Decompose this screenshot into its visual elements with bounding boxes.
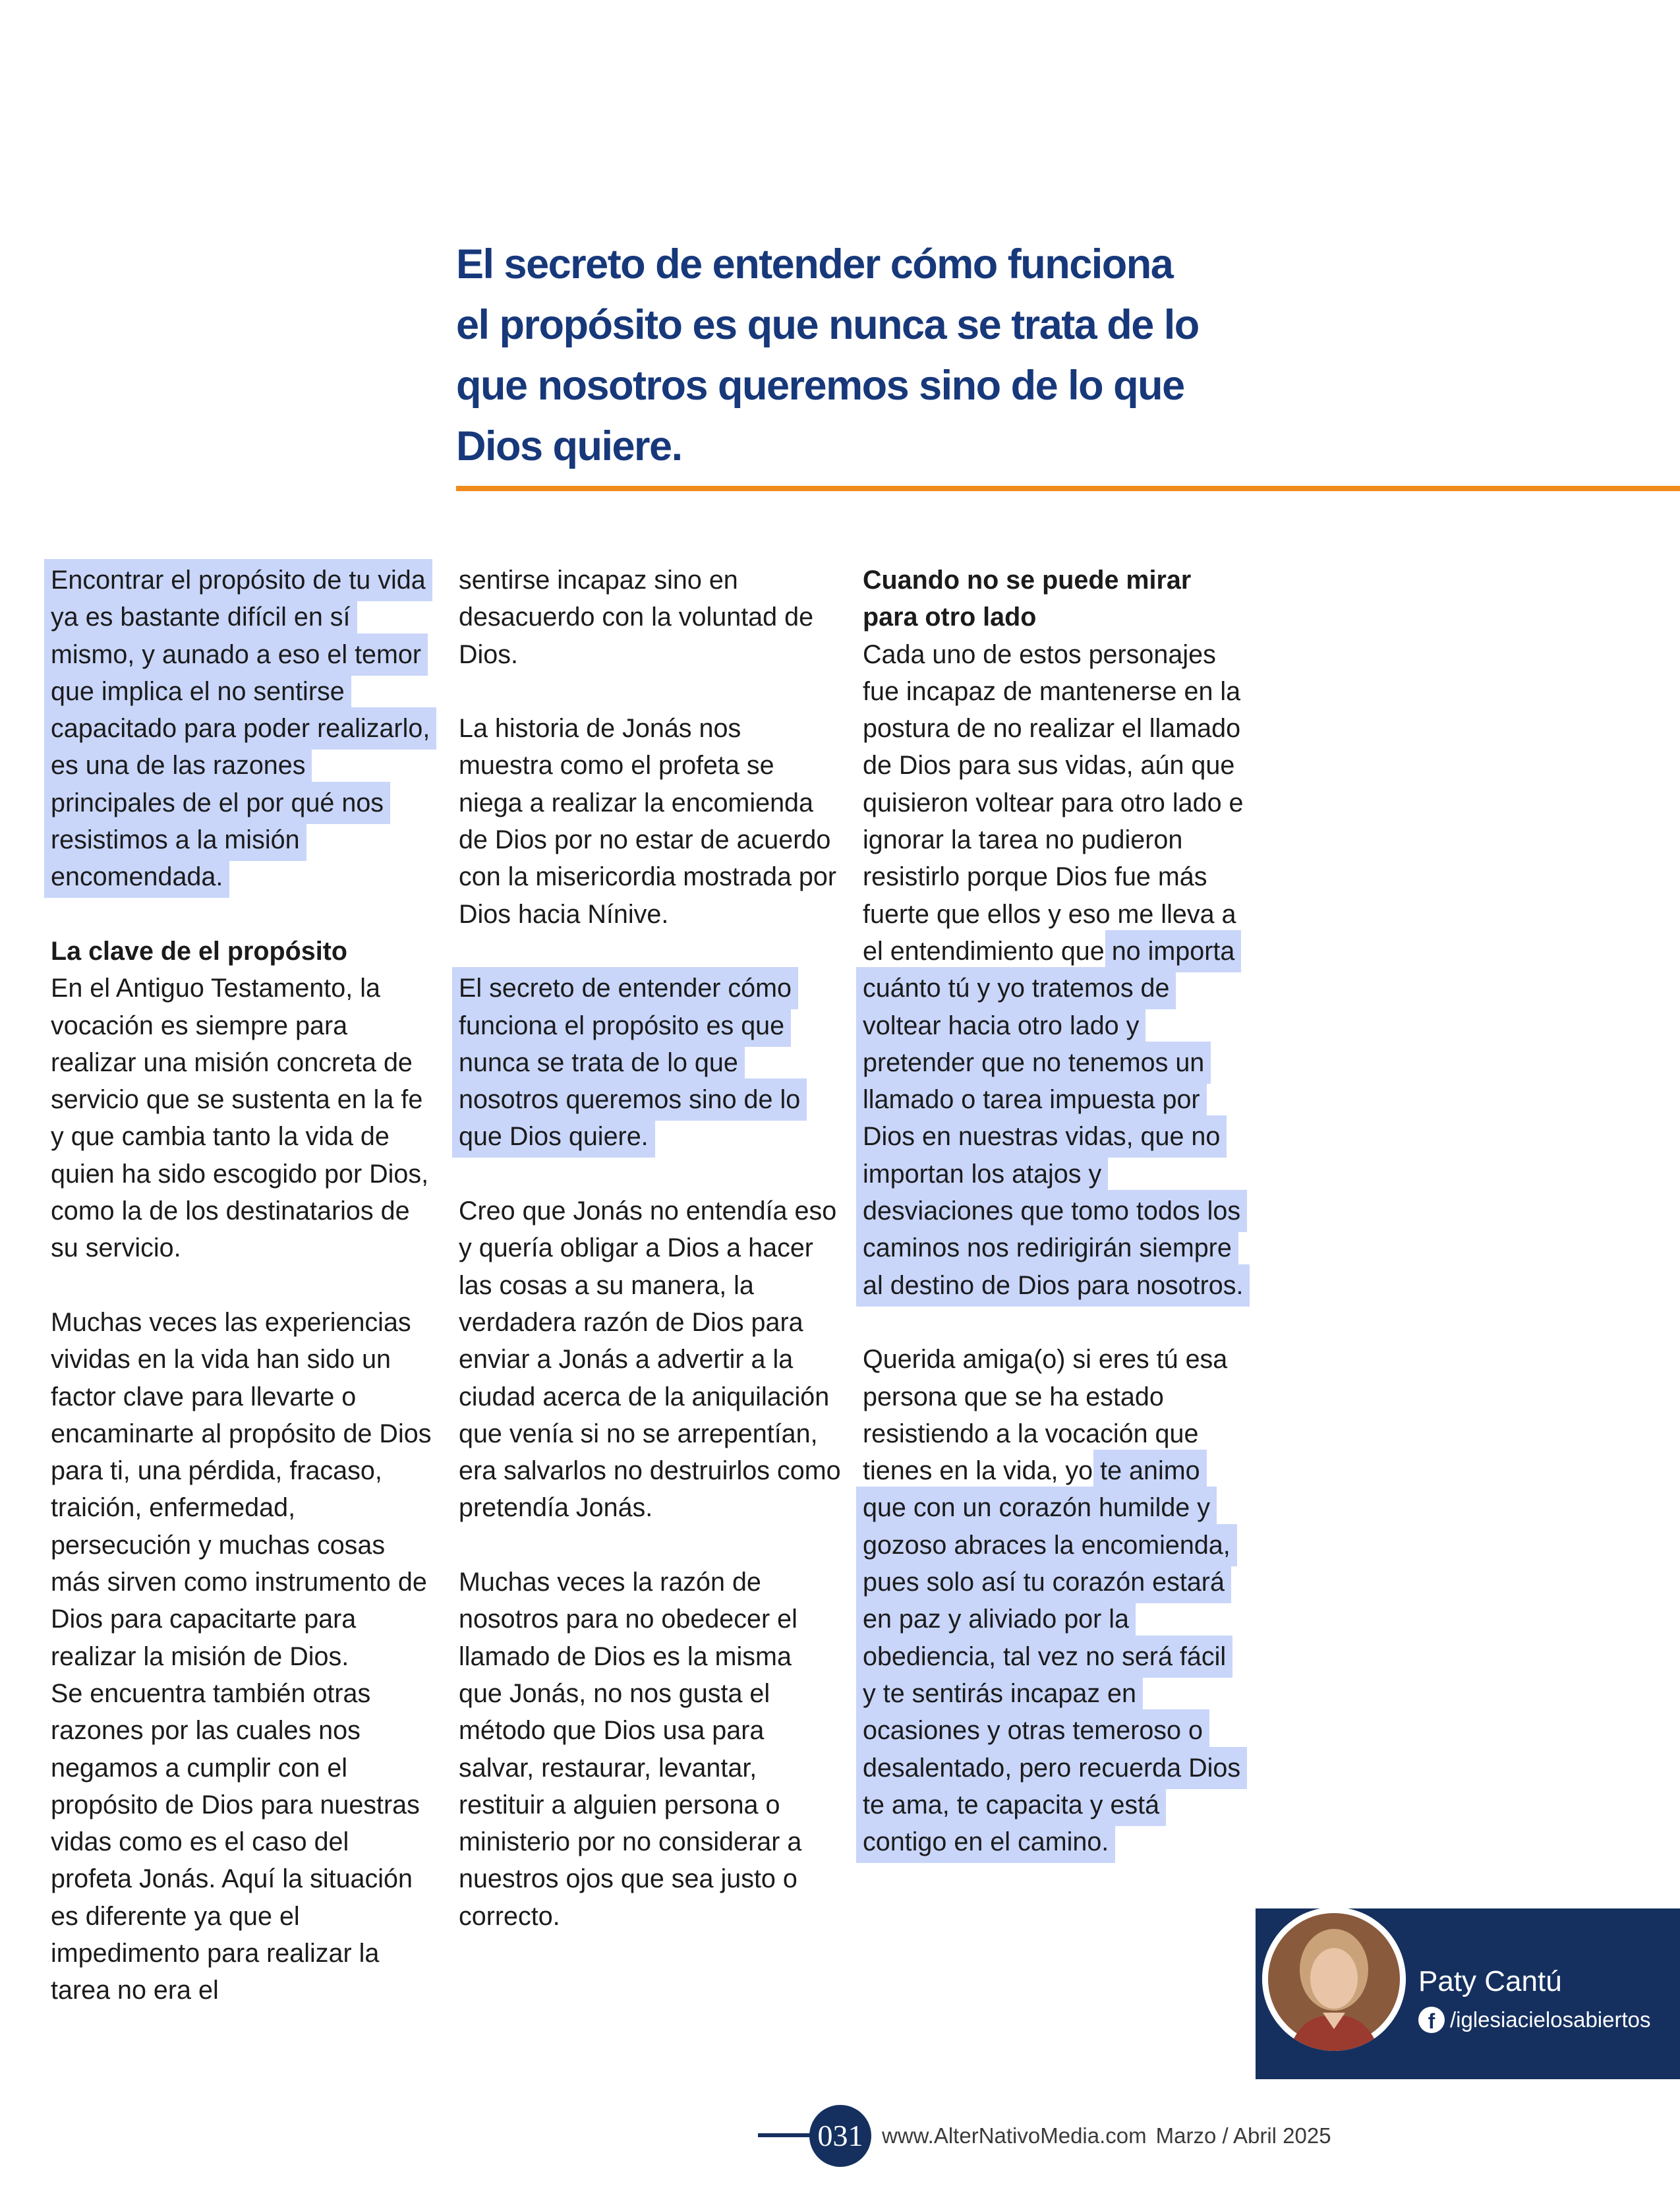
paragraph: En el Antiguo Testamento, la vocación es siempre para realizar una misión concreta de servicio que se sustenta en la fe y que cambia tanto la vida de quien ha sido escogido por Dios, como la de los destinatarios de su servicio. xyxy=(51,974,429,1263)
article-column-2 xyxy=(459,562,841,1972)
social-handle: /iglesiacielosabiertos xyxy=(1450,2007,1651,2032)
footer-website[interactable]: www.AlterNativoMedia.com xyxy=(882,2123,1147,2148)
author-photo xyxy=(1262,1907,1406,2051)
footer-issue: Marzo / Abril 2025 xyxy=(1155,2123,1331,2148)
article-column-1 xyxy=(51,562,433,2046)
highlighted-text: no importa cuánto tú y yo tratemos de voltear hacia otro lado y pretender que no tenemos un llamado o tarea impuesta por Dios en nuestras vidas, que no importan los atajos y desviaciones que tomo todos los caminos nos redirigirán siempre al destino de Dios para nosotros. xyxy=(863,936,1244,1300)
footer-info xyxy=(882,2121,1331,2150)
author-name: Paty Cantú xyxy=(1418,1965,1562,1997)
paragraph: Se encuentra también otras razones por las cuales nos negamos a cumplir con el propósito de Dios para nuestras vidas como es el caso del profeta Jonás. Aquí la situación es diferente ya que el impedimento para realizar la tarea no era el xyxy=(51,1678,420,2005)
paragraph: Muchas veces las experiencias vividas en la vida han sido un factor clave para llevarte o encaminarte al propósito de Dios para ti, una pérdida, fracaso, traición, enfermedad, persecución y muchas cosas más sirven como instrumento de Dios para capacitarte para realizar la misión de Dios. xyxy=(51,1307,432,1671)
facebook-icon: f xyxy=(1418,2007,1445,2033)
footer-line xyxy=(758,2133,811,2137)
pull-quote: El secreto de entender cómo funciona el propósito es que nunca se trata de lo que nosotros queremos sino de lo que Dios quiere. xyxy=(456,241,1199,469)
section-heading: La clave de el propósito xyxy=(51,936,347,966)
highlighted-paragraph: Encontrar el propósito de tu vida ya es bastante difícil en sí mismo, y aunado a eso el temor que implica el no sentirse capacitado para poder realizarlo, es una de las razones principales de el por qué nos resistimos a la misión encomendada. xyxy=(51,566,430,892)
paragraph: La historia de Jonás nos muestra como el profeta se niega a realizar la encomienda de Dios por no estar de acuerdo con la misericordia mostrada por Dios hacia Nínive. xyxy=(459,714,836,929)
page-number: 031 xyxy=(809,2105,871,2167)
article-column-3 xyxy=(863,562,1245,1898)
paragraph-text: Cada uno de estos personajes fue incapaz de mantenerse en la postura de no realizar el llamado de Dios para sus vidas, aún que quisieron voltear para otro lado e ignorar la tarea no pudieron resistirlo porque Dios fue más fuerte que ellos y eso me lleva a el entendimiento que xyxy=(863,639,1244,966)
paragraph: Muchas veces la razón de nosotros para no obedecer el llamado de Dios es la misma que Jonás, no nos gusta el método que Dios usa para salvar, restaurar, levantar, restituir a alguien persona o ministerio por no considerar a nuestros ojos que sea justo o correcto. xyxy=(459,1568,802,1931)
paragraph: Creo que Jonás no entendía eso y quería obligar a Dios a hacer las cosas a su manera, la verdadera razón de Dios para enviar a Jonás a advertir a la ciudad acerca de la aniquilación que venía si no se arrepentían, era salvarlos no destruirlos como pretendía Jonás. xyxy=(459,1196,841,1523)
paragraph: sentirse incapaz sino en desacuerdo con la voluntad de Dios. xyxy=(459,566,814,669)
highlighted-text: te animo que con un corazón humilde y gozoso abraces la encomienda, pues solo así tu corazón estará en paz y aliviado por la obediencia, tal vez no será fácil y te sentirás incapaz en ocasiones y otras temeroso o desalentado, pero recuerda Dios te ama, te capacita y está contigo en el camino. xyxy=(863,1456,1241,1857)
highlighted-paragraph: El secreto de entender cómo funciona el propósito es que nunca se trata de lo que nosotros queremos sino de lo que Dios quiere. xyxy=(459,974,801,1152)
paragraph xyxy=(863,1341,1245,1860)
paragraph-text: Querida amiga(o) si eres tú esa persona que se ha estado resistiendo a la vocación que tienes en la vida, yo xyxy=(863,1345,1228,1486)
orange-divider xyxy=(456,486,1680,491)
section-heading: Cuando no se puede mirar para otro lado xyxy=(863,566,1192,632)
paragraph xyxy=(863,636,1245,1304)
author-social[interactable] xyxy=(1418,2005,1651,2034)
